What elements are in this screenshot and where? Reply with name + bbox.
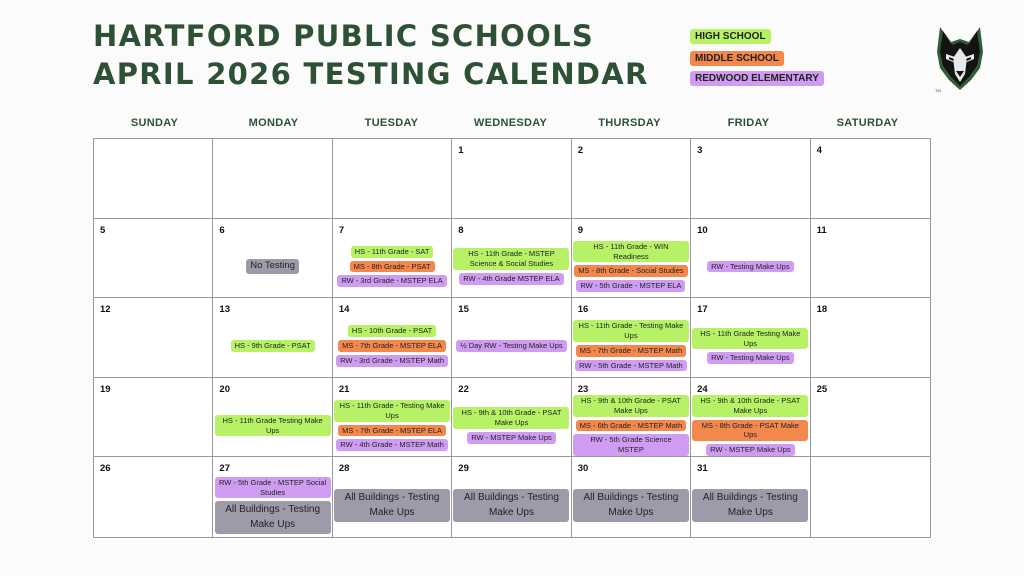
event-tag-all: All Buildings - Testing Make Ups (453, 489, 569, 522)
event-tag-all: All Buildings - Testing Make Ups (334, 489, 450, 522)
calendar-day-cell (94, 457, 213, 537)
weekday-friday: FRIDAY (727, 117, 770, 129)
day-events (691, 398, 809, 454)
calendar-grid (93, 138, 931, 538)
day-number: 19 (100, 383, 111, 395)
day-events (691, 477, 809, 534)
event-tag-ms: MS - 8th Grade - Social Studies (574, 265, 687, 277)
day-number: 15 (458, 304, 469, 316)
event-tag-none: No Testing (246, 259, 299, 273)
event-tag-rw: RW - 5th Grade - MSTEP Social Studies (215, 477, 331, 499)
day-number: 3 (697, 145, 703, 156)
calendar-day-cell (691, 457, 810, 537)
day-number: 1 (458, 145, 464, 156)
calendar-day-cell (691, 378, 810, 458)
day-events (213, 239, 331, 295)
calendar-day-cell (452, 219, 571, 299)
day-number: 24 (697, 383, 708, 395)
day-events (452, 477, 570, 534)
event-tag-rw: RW - 5th Grade - MSTEP ELA (576, 280, 685, 292)
event-tag-all: All Buildings - Testing Make Ups (692, 489, 808, 522)
day-number: 18 (816, 304, 828, 316)
day-events (572, 239, 690, 295)
day-number: 28 (338, 463, 350, 475)
calendar-day-cell (94, 219, 213, 299)
day-number: 30 (577, 463, 589, 475)
calendar-day-cell (572, 457, 691, 537)
event-tag-rw: RW - 4th Grade MSTEP ELA (459, 273, 563, 285)
event-tag-ms: MS - 6th Grade - MSTEP Math (576, 420, 686, 432)
day-events (333, 239, 451, 295)
weekday-sunday: SUNDAY (130, 117, 179, 129)
calendar-day-cell (333, 219, 452, 299)
event-tag-hs: HS - 11th Grade Testing Make Ups (692, 328, 808, 350)
day-number: 22 (458, 383, 469, 395)
day-events (452, 398, 570, 454)
day-events (333, 477, 451, 534)
event-tag-ms: MS - 8th Grade - PSAT Make Ups (692, 420, 808, 442)
event-tag-all: All Buildings - Testing Make Ups (215, 501, 331, 534)
calendar-day-cell (213, 298, 332, 378)
day-events (572, 477, 690, 534)
day-events (213, 477, 331, 534)
calendar-day-cell (213, 219, 332, 299)
day-number: 10 (697, 224, 708, 236)
calendar-day-cell (691, 219, 810, 299)
event-tag-hs: HS - 11th Grade - SAT (351, 246, 434, 258)
day-number: 7 (338, 224, 345, 236)
event-tag-all: All Buildings - Testing Make Ups (573, 489, 689, 522)
calendar-day-cell (94, 378, 213, 458)
calendar-day-cell (333, 298, 452, 378)
calendar-day-cell (94, 139, 213, 219)
calendar-day-cell (213, 139, 332, 219)
day-events (691, 239, 809, 295)
event-tag-ms: MS - 7th Grade - MSTEP ELA (338, 425, 446, 437)
calendar-day-cell (452, 298, 571, 378)
event-tag-rw: RW - 3rd Grade - MSTEP ELA (337, 275, 446, 287)
calendar-day-cell (572, 298, 691, 378)
calendar-day-cell (691, 298, 810, 378)
day-number: 2 (577, 145, 583, 156)
event-tag-rw: RW - MSTEP Make Ups (467, 432, 556, 444)
event-tag-rw: RW - Testing Make Ups (707, 261, 794, 273)
weekday-saturday: SATURDAY (836, 117, 899, 129)
event-tag-rw: RW - 5th Grade - MSTEP Math (575, 360, 687, 372)
event-tag-rw: RW - 3rd Grade - MSTEP Math (336, 355, 448, 367)
calendar-day-cell (691, 139, 810, 219)
event-tag-ms: MS - 7th Grade - MSTEP Math (576, 345, 686, 357)
calendar-day-cell (811, 457, 930, 537)
day-number: 8 (458, 224, 464, 236)
day-events (572, 318, 690, 374)
calendar-day-cell (333, 139, 452, 219)
day-number: 12 (100, 304, 111, 316)
day-number: 21 (338, 383, 350, 395)
day-number: 14 (338, 304, 350, 316)
event-tag-rw: RW - MSTEP Make Ups (706, 444, 795, 456)
day-number: 23 (577, 383, 589, 395)
event-tag-hs: HS - 11th Grade - MSTEP Science & Social Studies (453, 248, 569, 270)
legend-middle-school: MIDDLE SCHOOL (690, 51, 784, 66)
event-tag-rw: RW - 4th Grade - MSTEP Math (336, 439, 448, 451)
day-events (452, 318, 570, 374)
event-tag-hs: HS - 11th Grade Testing Make Ups (215, 415, 331, 437)
calendar-day-cell (572, 139, 691, 219)
day-number: 17 (697, 304, 708, 316)
event-tag-rw: RW - Testing Make Ups (707, 352, 794, 364)
event-tag-hs: HS - 11th Grade - Testing Make Ups (573, 320, 689, 342)
legend-high-school: HIGH SCHOOL (690, 29, 771, 44)
day-number: 20 (219, 383, 230, 395)
event-tag-rw: ½ Day RW - Testing Make Ups (456, 340, 566, 352)
calendar-day-cell (811, 139, 930, 219)
calendar-day-cell (811, 298, 930, 378)
weekday-tuesday: TUESDAY (364, 117, 419, 129)
calendar-day-cell (452, 139, 571, 219)
event-tag-hs: HS - 9th Grade - PSAT (231, 340, 315, 352)
calendar-day-cell (333, 457, 452, 537)
event-tag-hs: HS - 11th Grade - Testing Make Ups (334, 400, 450, 422)
weekday-thursday: THURSDAY (598, 117, 661, 129)
calendar-day-cell (572, 378, 691, 458)
calendar-day-cell (452, 457, 571, 537)
husky-mascot-icon (934, 24, 986, 94)
day-number: 27 (219, 463, 230, 475)
calendar-day-cell (333, 378, 452, 458)
event-tag-hs: HS - 10th Grade - PSAT (348, 325, 436, 337)
day-number: 16 (577, 304, 589, 316)
day-number: 25 (816, 383, 828, 395)
trademark-mark: TM (935, 88, 941, 93)
weekday-monday: MONDAY (248, 117, 299, 129)
day-events (213, 398, 331, 454)
page-title-line-2: APRIL 2026 TESTING CALENDAR (93, 57, 649, 91)
day-number: 29 (458, 463, 469, 475)
event-tag-ms: MS - 8th Grade - PSAT (350, 261, 435, 273)
day-events (691, 318, 809, 374)
day-events (333, 318, 451, 374)
weekday-wednesday: WEDNESDAY (473, 117, 548, 129)
day-number: 31 (697, 463, 708, 475)
day-number: 5 (100, 224, 106, 236)
day-events (333, 398, 451, 454)
day-events (452, 239, 570, 295)
calendar-day-cell (811, 219, 930, 299)
day-number: 26 (100, 463, 111, 475)
day-events (572, 398, 690, 454)
calendar-day-cell (213, 378, 332, 458)
day-number: 11 (816, 224, 827, 236)
legend-redwood-elementary: REDWOOD ELEMENTARY (690, 71, 824, 86)
calendar-day-cell (452, 378, 571, 458)
day-number: 6 (219, 224, 225, 236)
event-tag-rw: RW - 5th Grade Science MSTEP (573, 434, 689, 456)
day-number: 4 (816, 145, 822, 156)
page-title-line-1: HARTFORD PUBLIC SCHOOLS (93, 19, 595, 53)
event-tag-hs: HS - 11th Grade - WIN Readiness (573, 241, 689, 263)
day-number: 9 (577, 224, 583, 236)
event-tag-hs: HS - 9th & 10th Grade - PSAT Make Ups (573, 395, 689, 417)
day-number: 13 (219, 304, 230, 316)
calendar-day-cell (213, 457, 332, 537)
calendar-day-cell (572, 219, 691, 299)
day-events (213, 318, 331, 374)
calendar-day-cell (811, 378, 930, 458)
event-tag-hs: HS - 9th & 10th Grade - PSAT Make Ups (453, 407, 569, 429)
calendar-day-cell (94, 298, 213, 378)
event-tag-ms: MS - 7th Grade - MSTEP ELA (338, 340, 446, 352)
event-tag-hs: HS - 9th & 10th Grade - PSAT Make Ups (692, 395, 808, 417)
